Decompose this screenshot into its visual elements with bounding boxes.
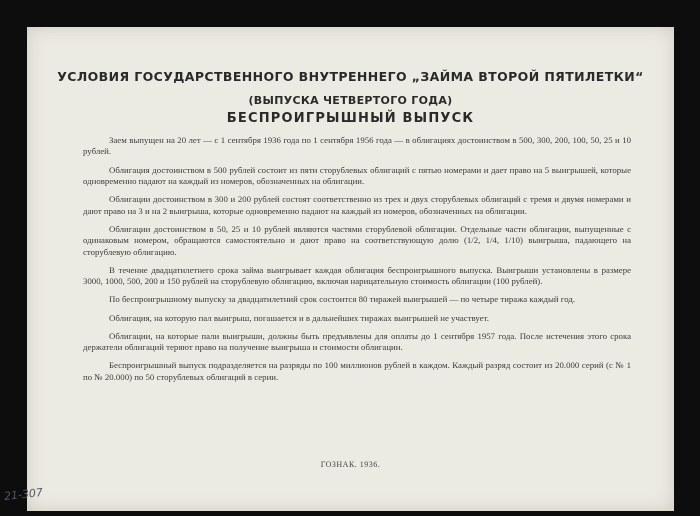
paragraph: Облигации достоинством в 300 и 200 рублей состоят соответственно из трех и двух сторублевых облигаций с тремя и двумя номерами и дают право на 3 и на 2 выигрыша, которые одновременно падают на каждый из номеров, обозначенных на облигации.	[83, 194, 631, 216]
paragraph: Беспроигрышный выпуск подразделяется на разряды по 100 миллионов рублей в каждом. Каждый разряд состоит из 20.000 серий (с № 1 по № 20.000) по 50 сторублевых облигаций в серии.	[83, 360, 631, 382]
printer-mark: ГОЗНАК. 1936.	[320, 460, 381, 469]
handwritten-note: 21-307	[3, 485, 44, 504]
paragraph: По беспроигрышному выпуску за двадцатилетний срок состоится 80 тиражей выигрышей — по четыре тиража каждый год.	[109, 294, 576, 305]
conditions-text	[83, 135, 631, 390]
paragraph: В течение двадцатилетнего срока займа выигрывает каждая облигация беспроигрышного выпуска. Выигрыши установлены в размере 3000, 1000, 500, 200 и 150 рублей на сторублевую облигацию, включая нарицательную стоимость облигации (100 рублей).	[83, 264, 631, 287]
paragraph: Заем выпущен на 20 лет — с 1 сентября 1936 года по 1 сентября 1956 года — в облигациях достоинством в 500, 300, 200, 100, 50, 25 и 10 рублей.	[83, 135, 631, 157]
document-heading: БЕСПРОИГРЫШНЫЙ ВЫПУСК	[226, 111, 475, 126]
paragraph: Облигации достоинством в 50, 25 и 10 рублей являются частями сторублевой облигации. Отдельные части облигации, выпущенные с одинаковым номером, обращаются самостоятельно и дают право на соответствующую долю (1/2, 1/4, 1/10) выигрыша, падающего на сторублевую облигацию.	[83, 223, 631, 257]
paragraph: Облигация, на которую пал выигрыш, погашается и в дальнейших тиражах выигрышей не участвует.	[109, 312, 489, 323]
paragraph: Облигации, на которые пали выигрыши, должны быть предъявлены для оплаты до 1 сентября 1957 года. После истечения этого срока держатели облигаций теряют право на получение выигрыша и стоимости облигации.	[83, 330, 631, 353]
document-subtitle: (ВЫПУСКА ЧЕТВЕРТОГО ГОДА)	[248, 94, 453, 107]
document-title: УСЛОВИЯ ГОСУДАРСТВЕННОГО ВНУТРЕННЕГО „ЗАЙМА ВТОРОЙ ПЯТИЛЕТКИ“	[57, 69, 644, 84]
paragraph: Облигация достоинством в 500 рублей состоит из пяти сторублевых облигаций с пятью номерами и дает право на 5 выигрышей, которые одновременно падают на каждый из номеров, обозначенных на облигации.	[83, 164, 631, 187]
bond-sheet	[27, 27, 674, 511]
